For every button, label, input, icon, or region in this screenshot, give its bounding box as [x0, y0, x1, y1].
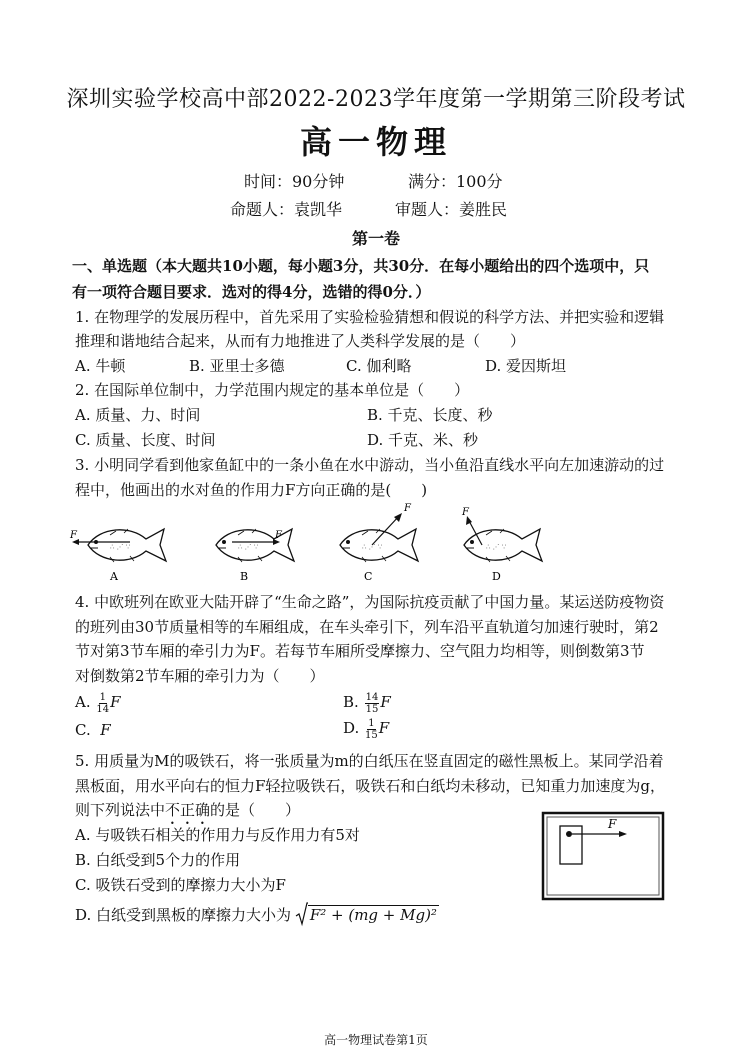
score-label: 满分：100分 — [408, 172, 503, 191]
label-c: C — [364, 570, 373, 583]
fish-b — [216, 529, 294, 562]
q5-line2: 黑板面，用水平向右的恒力F轻拉吸铁石，吸铁石和白纸均未移动，已知重力加速度为g， — [75, 777, 666, 795]
force-label-c: F — [404, 503, 411, 514]
q4-option-a: A. $\frac{1}{14}$ F — [75, 691, 121, 715]
q1-option-d: D. 爱因斯坦 — [485, 357, 567, 375]
q1-line2: 推理和谐地结合起来，从而有力地推进了人类科学发展的是（ ） — [75, 332, 526, 350]
q5-line1: 5. 用质量为M的吸铁石，将一张质量为m的白纸压在竖直固定的磁性黑板上。某同学沿着 — [75, 752, 664, 770]
q4-line3: 节对第3节车厢的牵引力为F。若每节车厢所受摩擦力、空气阻力均相等，则倒数第3节 — [75, 642, 645, 660]
q5-option-d: D. 白纸受到黑板的摩擦力大小为 F² + (mg + Mg)² — [75, 902, 439, 926]
page-footer: 高一物理试卷第1页 — [324, 1033, 428, 1047]
sqrt-formula: F² + (mg + Mg)² — [296, 902, 439, 926]
force-label: F — [608, 817, 617, 831]
reviewer-label: 审题人：姜胜民 — [395, 200, 508, 219]
q4-line2: 的班列由30节质量相等的车厢组成，在车头牵引下，列车沿平直轨道匀加速行驶时，第2 — [75, 618, 659, 636]
q4-line1: 4. 中欧班列在欧亚大陆开辟了“生命之路”，为国际抗疫贡献了中国力量。某运送防疫物资 — [75, 593, 665, 611]
school-title: 深圳实验学校高中部2022-2023学年度第一学期第三阶段考试 — [66, 87, 686, 112]
q5-option-b: B. 白纸受到5个力的作用 — [75, 851, 241, 869]
page-title: 高一物理 — [299, 123, 452, 161]
label-d: D — [492, 570, 501, 583]
fish-diagram — [70, 503, 530, 585]
author-label: 命题人：袁凯华 — [230, 200, 343, 219]
q1-option-b: B. 亚里士多德 — [189, 357, 285, 375]
time-label: 时间：90分钟 — [244, 172, 345, 191]
label-b: B — [240, 570, 249, 583]
section1-line2: 有一项符合题目要求．选对的得4分，选错的得0分．） — [72, 283, 431, 301]
magnet-dot — [566, 831, 572, 837]
emphasis-not-correct: 不正确 — [165, 801, 211, 819]
q1-option-c: C. 伽利略 — [346, 357, 412, 375]
fish-a — [88, 529, 166, 562]
force-label-a: F — [70, 530, 77, 541]
magnet-board-figure — [542, 812, 664, 900]
force-label-b: F — [275, 530, 282, 541]
fish-c — [340, 529, 418, 562]
q2-option-b: B. 千克、长度、秒 — [367, 406, 493, 424]
q4-option-b: B. $\frac{14}{15}$ F — [343, 691, 391, 715]
sqrt-sign-icon — [296, 902, 308, 926]
paper-rect — [560, 826, 582, 864]
q1-line1: 1. 在物理学的发展历程中，首先采用了实验检验猜想和假说的科学方法、并把实验和逻辑 — [75, 308, 665, 326]
q5-line3: 则下列说法中不正确的是（ ） — [75, 801, 301, 819]
q5-option-a: A. 与吸铁石相关的作用力与反作用力有5对 — [75, 826, 360, 844]
section1-line1: 一、单选题（本大题共10小题，每小题3分，共30分．在每小题给出的四个选项中，只 — [72, 257, 650, 275]
q2-line1: 2. 在国际单位制中，力学范围内规定的基本单位是（ ） — [75, 381, 470, 399]
volume-title: 第一卷 — [351, 229, 400, 248]
q3-line2: 程中，他画出的水对鱼的作用力F方向正确的是( ) — [75, 481, 428, 499]
q4-option-d: D. $\frac{1}{15}$ F — [343, 717, 390, 741]
q4-line4: 对倒数第2节车厢的牵引力为（ ） — [75, 667, 325, 685]
q1-option-a: A. 牛顿 — [75, 357, 126, 375]
q4-option-c: C. F — [75, 721, 111, 739]
q2-option-a: A. 质量、力、时间 — [75, 406, 201, 424]
force-label-d: F — [462, 507, 469, 518]
q2-option-d: D. 千克、米、秒 — [367, 431, 479, 449]
q5-option-c: C. 吸铁石受到的摩擦力大小为F — [75, 876, 286, 894]
q3-line1: 3. 小明同学看到他家鱼缸中的一条小鱼在水中游动，当小鱼沿直线水平向左加速游动的过 — [75, 456, 665, 474]
label-a: A — [110, 570, 118, 583]
q2-option-c: C. 质量、长度、时间 — [75, 431, 216, 449]
